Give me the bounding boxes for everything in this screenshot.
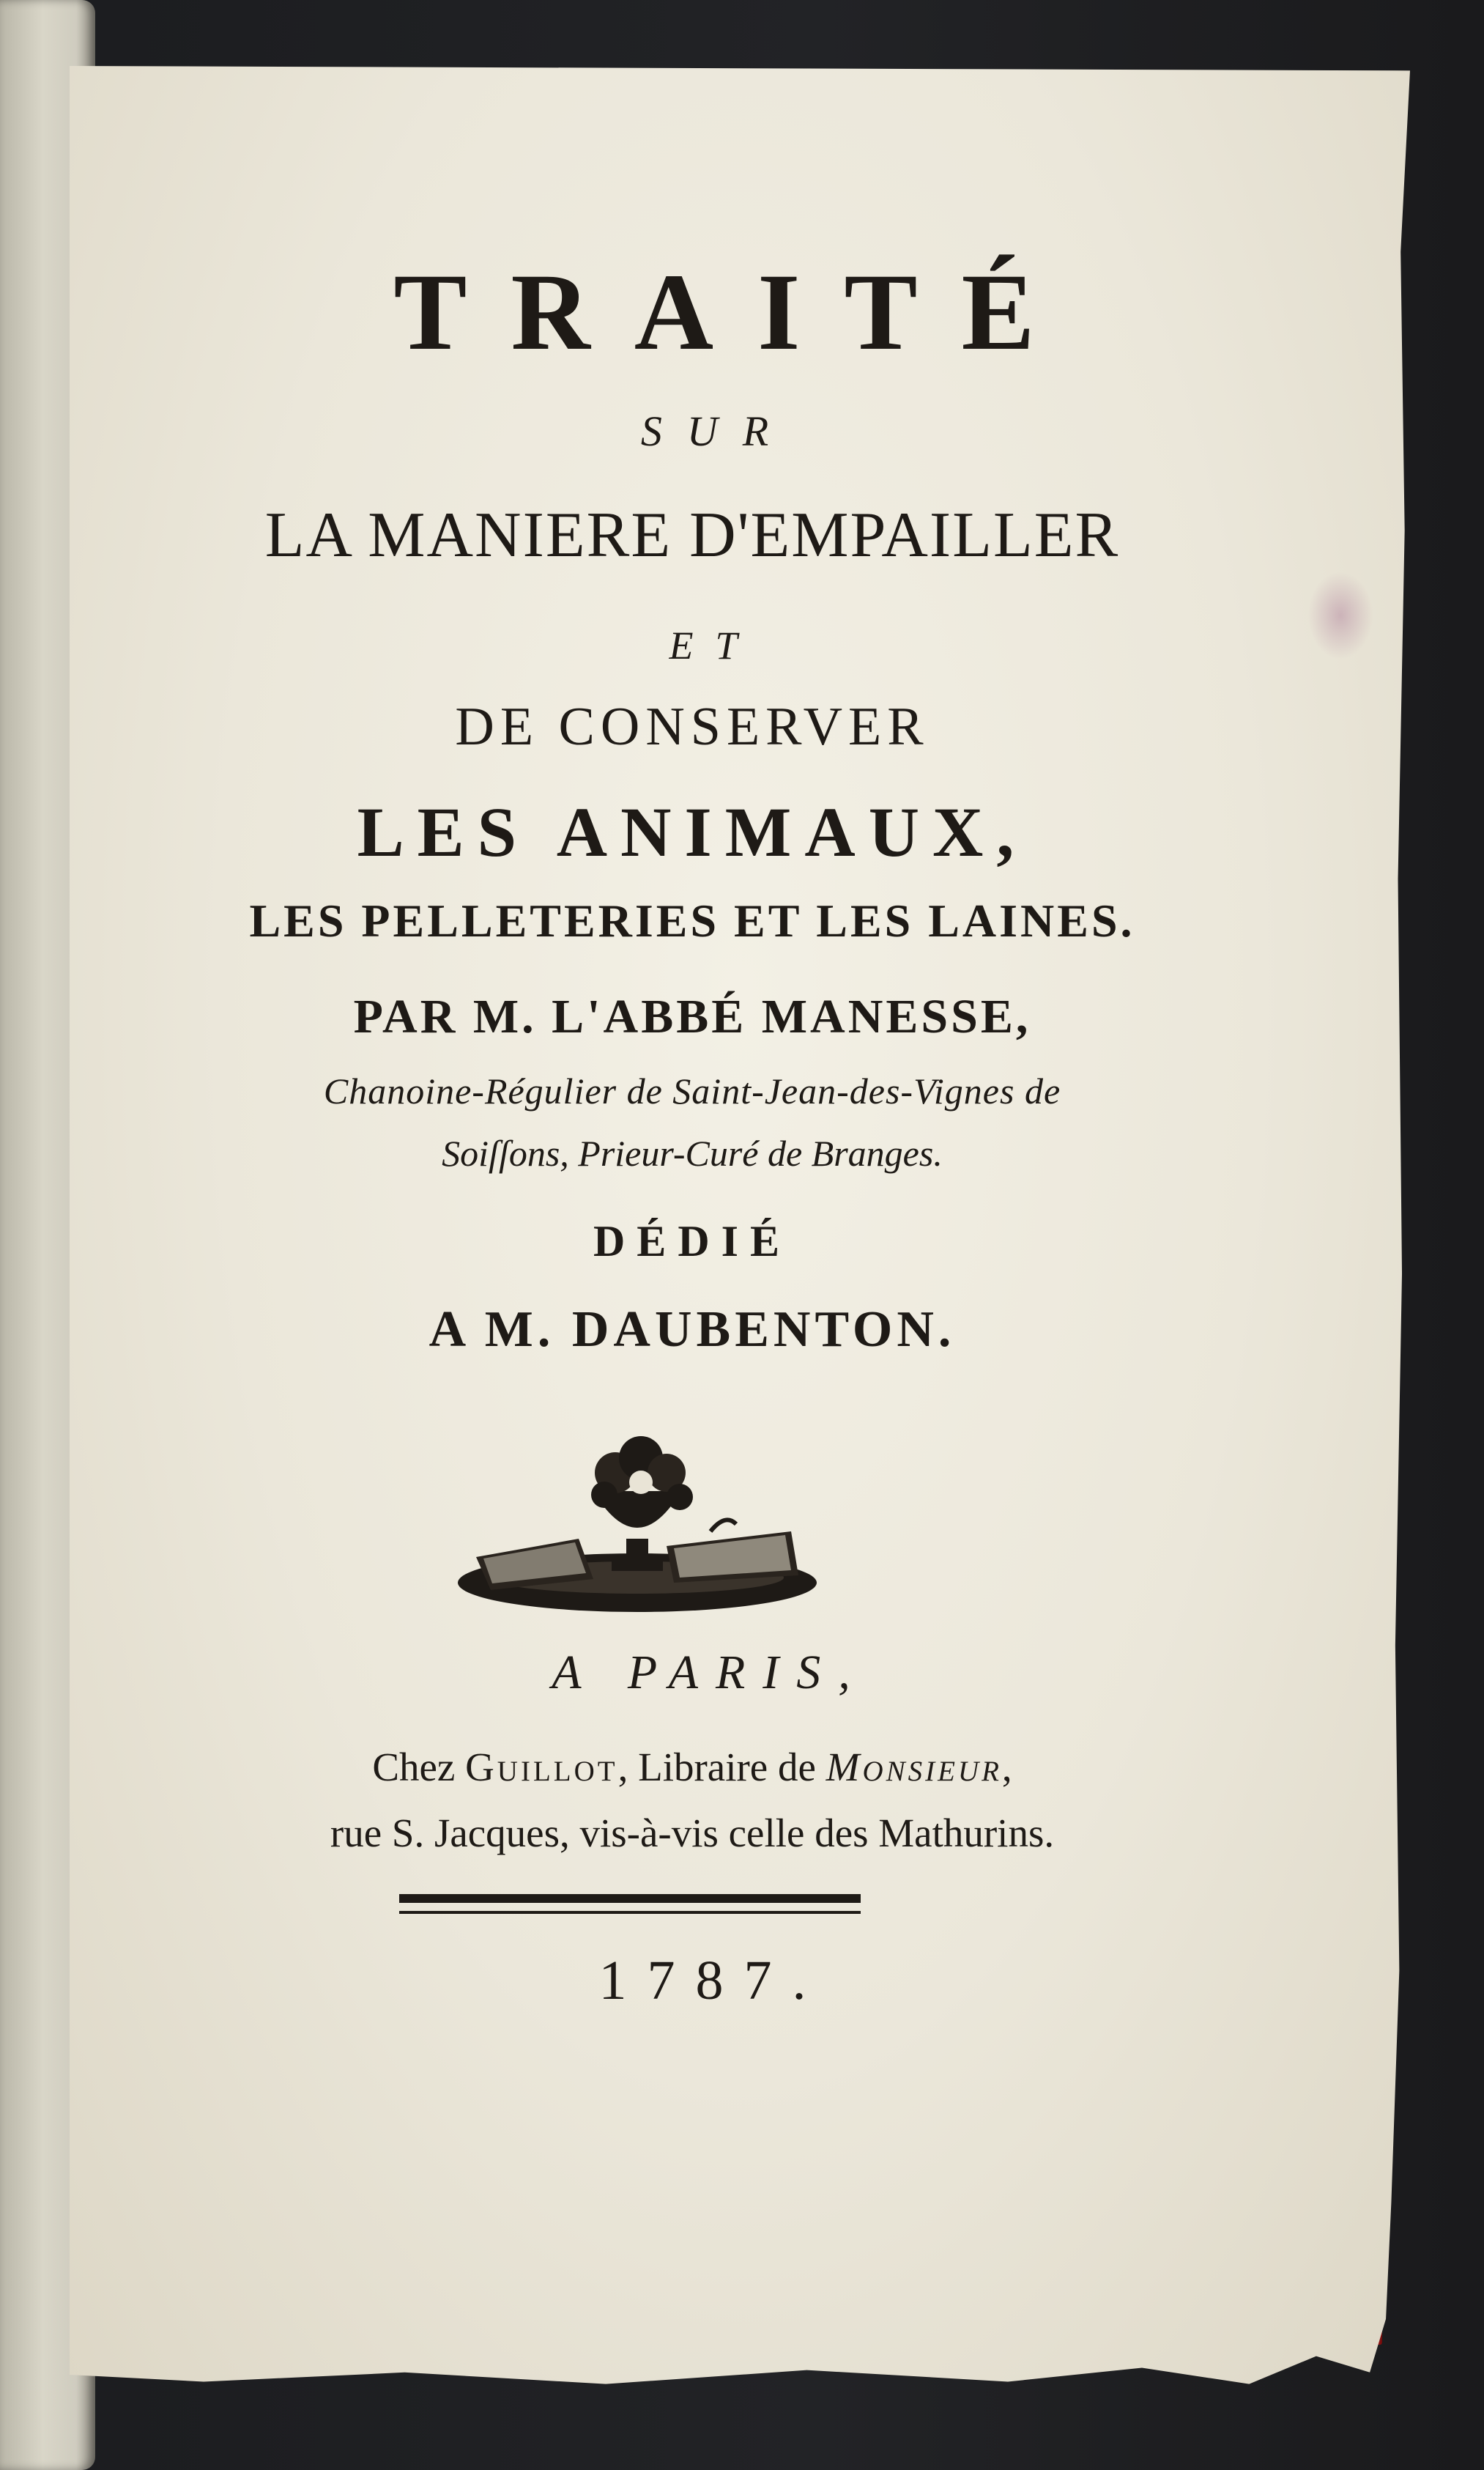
author-description-2: Soiſſons, Prieur-Curé de Branges.: [442, 1133, 943, 1174]
publisher-end: ,: [1001, 1745, 1012, 1789]
title-et: ET: [669, 624, 760, 668]
publication-year: 1787.: [598, 1950, 827, 2011]
publisher-line: [70, 1744, 1315, 1790]
dedicatee: A M. DAUBENTON.: [428, 1301, 956, 1358]
title-line-animaux: LES ANIMAUX,: [357, 793, 1028, 871]
author-description-1: Chanoine-Régulier de Saint-Jean-des-Vignes de: [323, 1071, 1061, 1112]
double-rule-thick: [399, 1894, 861, 1903]
publisher-address: rue S. Jacques, vis-à-vis celle des Mathurins.: [330, 1811, 1055, 1855]
double-rule-thin: [399, 1911, 861, 1914]
author-line: PAR M. L'ABBÉ MANESSE,: [353, 990, 1031, 1043]
book-title: TRAITÉ: [393, 251, 1079, 373]
dedication-label: DÉDIÉ: [593, 1217, 792, 1265]
imprint-place: A PARIS,: [552, 1646, 868, 1699]
title-sur: SUR: [640, 407, 794, 455]
title-line-conserver: DE CONSERVER: [455, 697, 930, 757]
title-line-pelleteries: LES PELLETERIES ET LES LAINES.: [249, 895, 1135, 947]
publisher-patron: Monsieur: [826, 1745, 1002, 1789]
publisher-middle: , Libraire de: [617, 1745, 826, 1789]
publisher-name: Guillot: [465, 1745, 618, 1789]
publisher-chez: Chez: [372, 1745, 466, 1789]
title-line-maniere: LA MANIERE D'EMPAILLER: [264, 500, 1120, 571]
printer-ornament: [447, 1403, 828, 1623]
